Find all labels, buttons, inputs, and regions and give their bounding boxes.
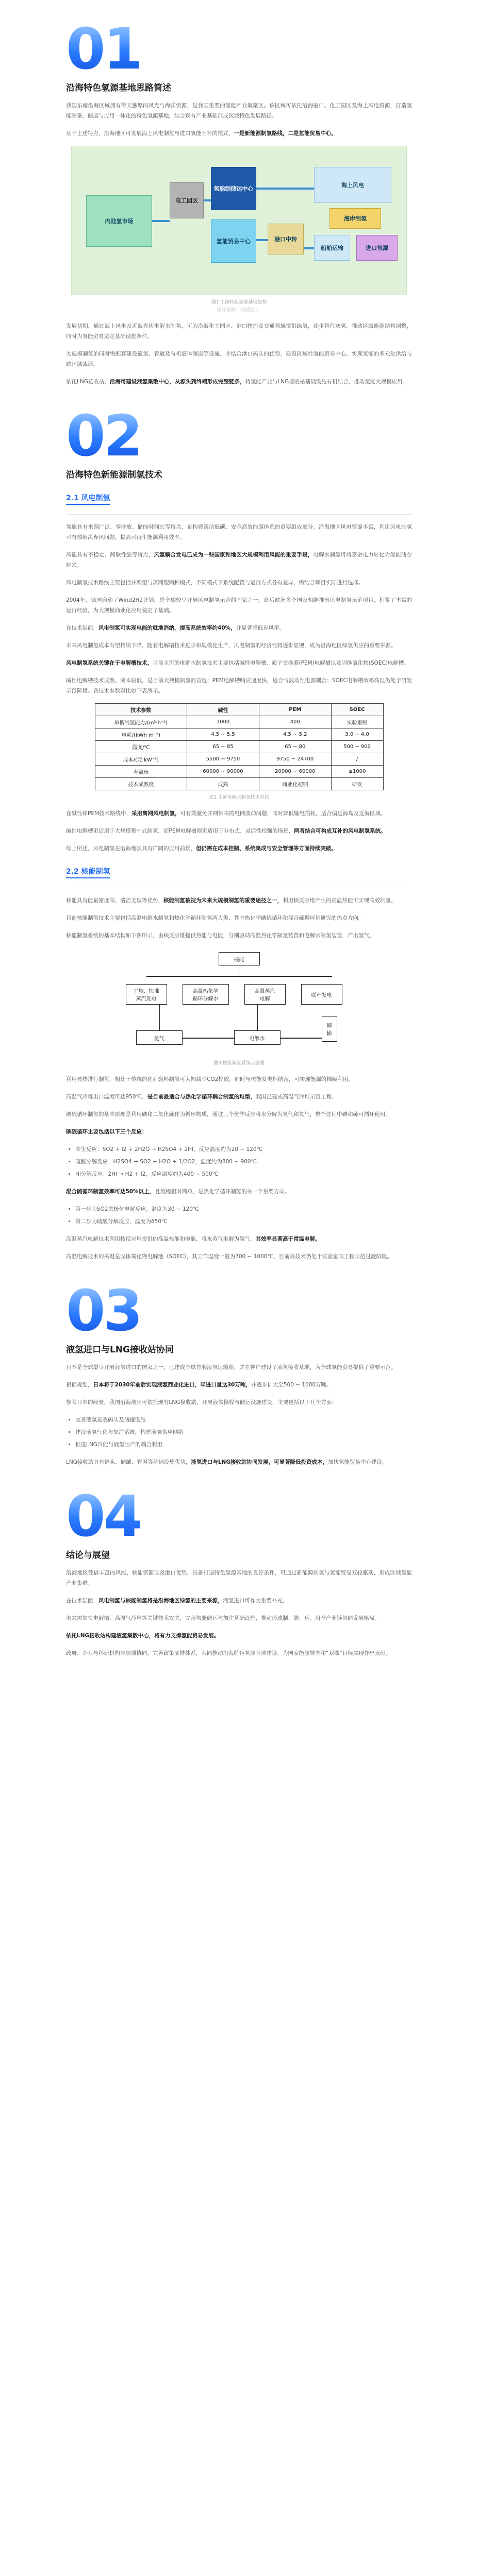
section-4 [66, 1483, 412, 1561]
table-cell: 4.5 ~ 5.2 [259, 728, 331, 741]
diagram-arrow [256, 239, 268, 241]
diagram-node: 高温蒸汽 电解 [244, 984, 286, 1005]
diagram-node: 进口氢源 [356, 235, 398, 261]
paragraph: 混合硫循环制氢效率可达50%以上，且流程相对简单，是热化学循环制氢的另一个重要方向。 [66, 1189, 290, 1195]
diagram-node: 高温热化学 循环分解水 [183, 984, 229, 1005]
paragraph: 氢能具有来源广泛、零排放、储能时间长等特点，是构建清洁低碳、安全高效能源体系的重要组成部分。沿海地区风电资源丰富，利用风电制氢可有效解决弃风问题，提高可再生能源利用效率。 [66, 524, 412, 540]
diagram-arrow [204, 199, 211, 201]
paragraph: 碘硫循环制氢的基本原理是利用碘和二氧化硫作为循环物质，通过三个化学反应将水分解为氢气和氧气，整个过程中碘和硫可循环使用。 [66, 1111, 391, 1117]
paragraph: 依托LNG接收站构建液氢集散中心，将有力支撑氢能贸易发展。 [66, 1633, 220, 1639]
paragraph: 碱性电解槽技术成熟、成本较低，是目前大规模制氢的首选；PEM电解槽响应速度快，适合与波动性电源耦合；SOEC电解槽效率高但仍处于研发示范阶段。各技术参数对比如下表所示。 [66, 677, 412, 694]
paragraph: 在技术层面，风电制氢可实现电能的就地消纳，提高系统效率约40%，并显著降低弃风率。 [66, 625, 285, 631]
diagram-node: 电解水 [234, 1030, 281, 1045]
paragraph: 核能制氢系统的基本结构如下图所示，由核反应堆提供热能与电能，分别驱动高温热化学制氢装置和电解水制氢装置，产出氢气。 [66, 933, 375, 939]
table-cell: 寿命/h [95, 766, 187, 778]
paragraph: 未来风电制氢成本有望持续下降，随着电解槽技术进步和规模化生产，风电制氢的经济性将逐步显现，成为沿海地区绿氢供应的重要来源。 [66, 642, 397, 649]
diagram-node: 电工园区 [170, 182, 204, 218]
paragraph: 在碱性和PEM技术路线中，采用离网风电制氢，可有效避免并网带来的电网波动问题，同时降低输电损耗，适合偏远海岛及近海区域。 [66, 810, 386, 817]
section-3 [66, 1278, 412, 1355]
paragraph: 依托LNG接收站，沿海可建设液氢集散中心，从源头到终端形成完整链条，将氢能产业与LNG接收站基础设施有机结合，推动氢能大规模应用。 [66, 379, 408, 385]
diagram-arrow [152, 220, 170, 222]
section-title: 沿海特色新能源制氢技术 [66, 470, 162, 480]
paragraph: 核能具有能量密度高、清洁无碳等优势，核能制氢被视为未来大规模制氢的重要途径之一，利用核反应堆产生的高温热能可实现高效制氢。 [66, 897, 397, 904]
figure-caption: 图3 核能制氢系统示意图 [213, 1061, 265, 1066]
table-cell: 65 ~ 80 [259, 741, 331, 753]
paragraph: 在技术层面，风电制氢与核能制氢将是沿海地区绿氢的主要来源，液氢进口可作为重要补充。 [66, 1598, 288, 1604]
section-number: 01 [66, 21, 412, 77]
section-number: 02 [66, 408, 412, 464]
table-cell: 成熟 [187, 778, 259, 790]
paragraph: 政府、企业与科研机构应加强协同，完善政策支持体系，共同推动沿海特色氢源基地建设，为国家能源转型和“双碳”目标实现作出贡献。 [66, 1650, 391, 1656]
table-header-row [95, 704, 383, 716]
diagram-node: 氢能贸易中心 [211, 219, 256, 263]
table-caption: 表1 主流电解水制氢技术对比 [209, 795, 269, 800]
figure-caption: 图1 沿海特色氢源基地架构 [211, 300, 267, 305]
table-row [95, 766, 383, 778]
list-item: • HI分解反应：2HI → H2 + I2，反应温度约为400 ~ 500℃ [75, 1169, 412, 1179]
paragraph: 沿海地区凭借丰富的风能、核能资源以及港口优势，具备打造特色氢源基地的良好条件，可通过新能源制氢与氢能贸易双轮驱动，形成区域氢能产业集群。 [66, 1570, 412, 1586]
table-cell: 成本/(元·kW⁻¹) [95, 753, 187, 766]
table-cell: 研发 [331, 778, 383, 790]
diagram-line [183, 1038, 234, 1039]
list-item: • 第二步为硫酸分解反应，温度为850℃ [75, 1216, 412, 1227]
table-cell: 温度/℃ [95, 741, 187, 753]
diagram-node: 氢能制储运中心 [211, 167, 256, 210]
table-cell: 9750 ~ 24700 [259, 753, 331, 766]
diagram-arrow [256, 188, 314, 190]
diagram-node: 联产发电 [301, 984, 342, 1005]
table-row [95, 753, 383, 766]
list-item: • 本生反应：SO2 + I2 + 2H2O → H2SO4 + 2HI，反应温度约为20 ~ 120℃ [75, 1144, 412, 1155]
paragraph: 高温蒸汽电解技术利用核反应堆提供的高温热能和电能，将水蒸气电解为氢气，其效率显著高于常温电解。 [66, 1236, 321, 1242]
table-row [95, 741, 383, 753]
paragraph: 发展初期，通过海上风电及近海光伏电解水制氢，可为沿海化工园区、港口物流及交通领域提供绿氢，逐步替代灰氢，推动区域能源结构调整，同时为氢能贸易奠定基础设施条件。 [66, 323, 412, 340]
paragraph: 基于上述特点，沿海地区可发展海上风电制氢与进口氢能互补的模式，一是新能源制氢路线，二是氢能贸易中心。 [66, 130, 337, 137]
paragraph: 2004年，德国启动了Wind2H2计划，是全球较早开展风电制氢示范的国家之一。此后欧洲多个国家相继推出风电制氢示范项目，积累了丰富的运行经验，为大规模商业化应用奠定了基础。 [66, 597, 412, 614]
table-cell: 单槽制氢能力/(m³·h⁻¹) [95, 716, 187, 728]
paragraph: 综上所述，风电制氢在沿海地区具有广阔的应用前景，但仍需在成本控制、系统集成与安全管理等方面持续突破。 [66, 845, 337, 852]
section-title: 沿海特色氢源基地思路简述 [66, 83, 171, 93]
paragraph: 利用核热进行制氢，相比于传统的化石燃料制氢可大幅减少CO2排放，同时与核能发电相结合，可实现能源的梯级利用。 [66, 1076, 354, 1082]
table-header: 碱性 [187, 704, 259, 716]
diagram-line [146, 976, 332, 977]
diagram-line [281, 1038, 322, 1039]
paragraph: 未来需加快电解槽、高温气冷堆等关键技术攻关，完善氢能储运与加注基础设施，推动形成制、储、运、用全产业链协同发展格局。 [66, 1615, 380, 1621]
table-cell: ≤1000 [331, 766, 383, 778]
diagram-node: 核能 [219, 952, 260, 965]
table-cell: 60000 ~ 90000 [187, 766, 259, 778]
table-header: PEM [259, 704, 331, 716]
paragraph: 参考日本的经验，我国沿海地区可依托现有LNG接收站，开展液氢接收与储运设施建设，主要包括以下几个方面： [66, 1399, 337, 1405]
bullet-list [75, 1144, 412, 1179]
paragraph: 目前核能制氢技术主要包括高温电解水制氢和热化学循环制氢两大类，其中热化学碘硫循环和混合硫循环是研究的热点方向。 [66, 915, 364, 921]
paragraph: 碱性电解槽更适用于大规模集中式制氢，而PEM电解槽则更适用于分布式、灵活性较强的场景，两者结合可构成互补的风电制氢系统。 [66, 828, 386, 834]
table-cell: 商业化初期 [259, 778, 331, 790]
diagram-line [239, 965, 240, 976]
diagram-node: 内陆氢市场 [86, 195, 152, 247]
table-cell: 4.5 ~ 5.5 [187, 728, 259, 741]
section-2 [66, 403, 412, 480]
table-cell: 65 ~ 85 [187, 741, 259, 753]
diagram-node: 平堆、快堆 蒸汽发电 [126, 984, 167, 1005]
diagram-node: 海上风电 [314, 167, 391, 203]
section-title: 液氢进口与LNG接收站协同 [66, 1345, 174, 1355]
paragraph: 根据规划，日本将于2030年前后实现液氢商业化进口，年进口量达30万吨，并逐步扩大至500 ~ 1000万吨。 [66, 1382, 332, 1388]
diagram-arrow [304, 247, 314, 249]
table-cell: 电耗/(kWh·m⁻³) [95, 728, 187, 741]
section-number: 04 [66, 1488, 412, 1545]
table-cell: 5500 ~ 9750 [187, 753, 259, 766]
table-row [95, 728, 383, 741]
diagram-node: 储 输 [322, 1016, 337, 1042]
section-number: 03 [66, 1282, 412, 1339]
table-cell: 400 [259, 716, 331, 728]
hydrogen-base-diagram [71, 146, 407, 295]
nuclear-hydrogen-diagram [116, 948, 363, 1056]
paragraph: 碘硫循环主要包括以下三个反应： [66, 1129, 147, 1135]
paragraph: 我国东南沿海区域拥有得天独厚的风光与海洋资源，是我国重要的氢能产业集聚区。该区域可依托沿海港口、化工园区及海上风电资源，打造氢能制备、储运与应用一体化的特色氢源基地，结合现有产业基础形成区域特色发展路径。 [66, 103, 412, 119]
paragraph: 风电制氢系统关键在于电解槽技术，目前主流的电解水制氢技术主要包括碱性电解槽、质子交换膜(PEM)电解槽以及固体氧化物(SOEC)电解槽。 [66, 660, 409, 666]
bullet-list [75, 1204, 412, 1227]
divider [66, 514, 412, 515]
subsection-title: 2.1 风电制氢 [66, 493, 110, 505]
diagram-line [159, 1005, 160, 1030]
paragraph: LNG接收站具有码头、储罐、管网等基础设施优势，液氢进口与LNG接收站协同发展，可显著降低投资成本，加快氢能贸易中心建设。 [66, 1459, 388, 1465]
table-header: 技术参数 [95, 704, 187, 716]
table-cell: 技术成熟度 [95, 778, 187, 790]
table-cell: 3.0 ~ 4.0 [331, 728, 383, 741]
paragraph: 风能具有不稳定、间歇性强等特点，风氢耦合发电已成为一些国家和地区大规模利用风能的重要手段，电解水制氢可将富余电力转化为氢能储存起来。 [66, 552, 413, 568]
table-row [95, 778, 383, 790]
list-item: • 推进LNG冷能与液氢生产的耦合利用 [75, 1439, 412, 1450]
diagram-line [257, 1005, 258, 1030]
paragraph: 日本是全球最早开展液氢进口的国家之一，已建成全球首艘液氢运输船，并在神户建设了液氢接收基地，为全球氢能贸易提供了重要示范。 [66, 1364, 397, 1370]
paragraph: 大规模制氢的同时需配套建设液氢、管道及有机液体储运等设施，并结合港口码头的优势，建设区域性氢能贸易中心，实现氢能的多元化供给与跨区域流通。 [66, 351, 412, 367]
paragraph: 高温电解技术的关键是固体氧化物电解池（SOEC），其工作温度一般为700 ~ 1000℃，目前该技术仍处于实验室向工程示范过渡阶段。 [66, 1253, 393, 1260]
bullet-list [75, 1415, 412, 1450]
diagram-node: 船舶运输 [314, 235, 350, 261]
subsection-title: 2.2 核能制氢 [66, 866, 110, 878]
list-item: • 第一步为SO2去极化电解反应，温度为30 ~ 120℃ [75, 1204, 412, 1214]
diagram-node: 海岸制氢 [329, 208, 381, 229]
table-cell: 20000 ~ 60000 [259, 766, 331, 778]
diagram-node: 氢气 [136, 1030, 183, 1045]
list-item: • 完善液氢接收码头及储罐设施 [75, 1415, 412, 1425]
table-header: SOEC [331, 704, 383, 716]
paragraph: 风电制氢技术路线主要包括并网型与离网型两种模式，不同模式下系统配置与运行方式各有差异，需结合项目实际进行选择。 [66, 580, 364, 586]
table-row [95, 716, 383, 728]
article [0, 16, 478, 1686]
section-title: 结论与展望 [66, 1550, 110, 1561]
table-cell: 500 ~ 900 [331, 741, 383, 753]
table-cell: 1000 [187, 716, 259, 728]
list-item: • 硫酸分解反应：H2SO4 → SO2 + H2O + 1/2O2，温度约为800 ~ 900℃ [75, 1157, 412, 1167]
paragraph: 高温气冷堆出口温度可达950℃，是目前最适合与热化学循环耦合制氢的堆型，我国已建成高温气冷堆示范工程。 [66, 1094, 337, 1100]
electrolyzer-table [95, 703, 384, 790]
list-item: • 建设液氢气化与加注系统，构建液氢供应网络 [75, 1427, 412, 1437]
table-cell: 实验室级 [331, 716, 383, 728]
section-1 [66, 16, 412, 93]
figure-source: 图片来源：《氢能汇》 [217, 308, 261, 313]
table-cell: / [331, 753, 383, 766]
diagram-node: 港口中转 [268, 224, 304, 255]
